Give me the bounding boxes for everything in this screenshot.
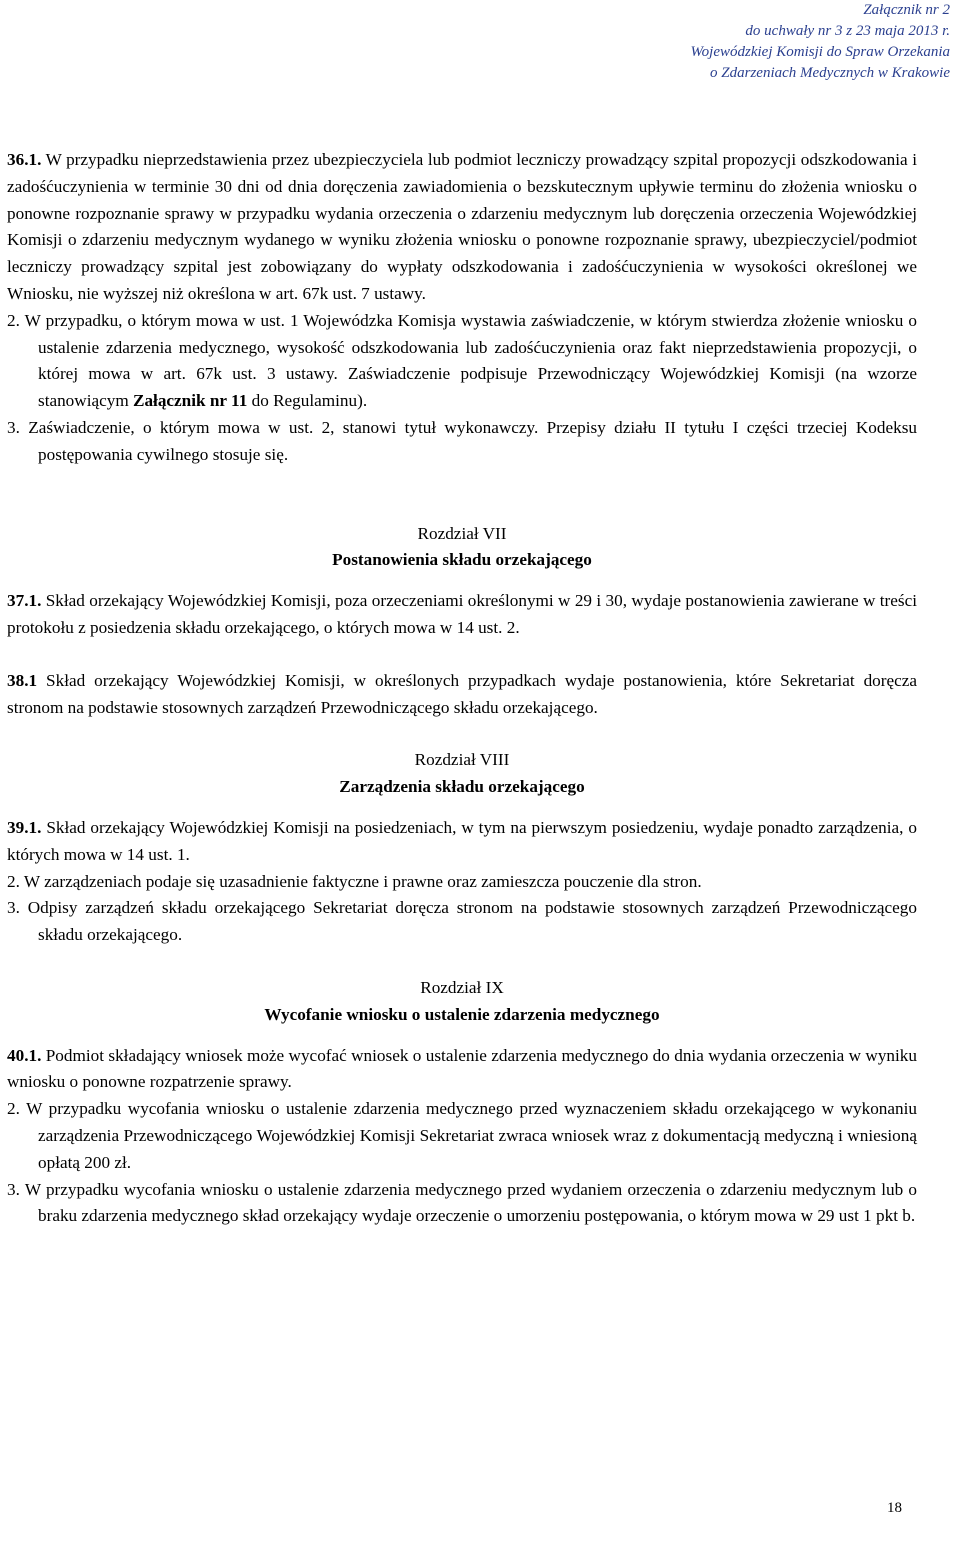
paragraph-text: Skład orzekający Wojewódzkiej Komisji na posiedzeniach, w tym na pierwszym posiedzeniu, wydaje ponadto zarządzenia, o których mowa w 14 ust. 1. bbox=[7, 817, 917, 864]
paragraph-text: W przypadku nieprzedstawienia przez ubezpieczyciela lub podmiot leczniczy prowadzący szpital propozycji odszkodowania i zadośćuczynienia w terminie 30 dni od dnia doręczenia zawiadomienia o bezskutecznym upływie terminu do złożenia wniosku o ponowne rozpoznanie sprawy w przypadku wydania orzeczenia o zdarzeniu medycznym lub doręczenia orzeczenia Wojewódzkiej Komisji o zdarzeniu medycznym wydanego w wyniku złożenia wniosku o ponowne rozpoznanie sprawy, ubezpieczyciel/podmiot leczniczy prowadzący szpital jest zobowiązany do wypłaty odszkodowania i zadośćuczynienia w wysokości określonej we Wniosku, nie wyższej niż określona w art. 67k ust. 7 ustawy. bbox=[7, 150, 917, 303]
section-40-para-2 bbox=[7, 1096, 917, 1176]
section-36-para-2 bbox=[7, 308, 917, 415]
section-38 bbox=[7, 668, 917, 722]
section-number: 38.1 bbox=[7, 670, 38, 690]
paragraph-text: W przypadku, o którym mowa w ust. 1 Wojewódzka Komisja wystawia zaświadczenie, w którym stwierdza złożenie wniosku o ustalenie zdarzenia medycznego, wysokość odszkodowania lub zadośćuczynienia oraz fakt nieprzedstawienia propozycji, o której mowa w art. 67k ust. 3 ustawy. Zaświadczenie podpisuje Przewodniczący Wojewódzkiej Komisji (na wzorze stanowiącym bbox=[24, 310, 917, 411]
paragraph-text: Zaświadczenie, o którym mowa w ust. 2, stanowi tytuł wykonawczy. Przepisy działu II tytułu I części trzeciej Kodeksu postępowania cywilnego stosuje się. bbox=[28, 417, 917, 464]
page-number: 18 bbox=[887, 1500, 902, 1516]
attachment-header bbox=[430, 0, 950, 84]
paragraph-text: do Regulaminu). bbox=[247, 391, 368, 411]
section-37 bbox=[7, 588, 917, 642]
header-line-4: o Zdarzeniach Medycznych w Krakowie bbox=[710, 65, 950, 81]
chapter-7-title: Postanowienia składu orzekającego bbox=[332, 550, 592, 570]
chapter-8-heading: Rozdział VIII bbox=[414, 750, 510, 770]
point-number: 3. bbox=[7, 898, 20, 918]
paragraph-text: W przypadku wycofania wniosku o ustalenie zdarzenia medycznego przed wydaniem orzeczenia o zdarzeniu medycznym lub o braku zdarzenia medycznego skład orzekający wydaje orzeczenie o umorzeniu postępowania, o którym mowa w 29 ust 1 pkt b. bbox=[24, 1179, 917, 1226]
attachment-reference: Załącznik nr 11 bbox=[133, 391, 248, 411]
paragraph-text: Podmiot składający wniosek może wycofać wniosek o ustalenie zdarzenia medycznego do dnia wydania orzeczenia w wyniku wniosku o ponowne rozpatrzenie sprawy. bbox=[7, 1045, 917, 1092]
chapter-9-heading: Rozdział IX bbox=[420, 977, 504, 997]
section-39-para-1 bbox=[7, 815, 917, 869]
header-line-1: Załącznik nr 2 bbox=[863, 2, 950, 18]
paragraph-text: W zarządzeniach podaje się uzasadnienie faktyczne i prawne oraz zamieszcza pouczenie dla stron. bbox=[23, 871, 702, 891]
point-number: 2. bbox=[7, 871, 20, 891]
paragraph-text: Skład orzekający Wojewódzkiej Komisji, poza orzeczeniami określonymi w 29 i 30, wydaje postanowienia zawierane w treści protokołu z posiedzenia składu orzekającego, o których mowa w 14 ust. 2. bbox=[7, 591, 917, 637]
paragraph-text: Odpisy zarządzeń składu orzekającego Sekretariat doręcza stronom na podstawie stosownych zarządzeń Przewodniczącego składu orzekającego. bbox=[27, 898, 917, 945]
section-number: 37.1. bbox=[7, 591, 42, 611]
section-40-para-3 bbox=[7, 1177, 917, 1231]
section-36-para-1 bbox=[7, 147, 917, 308]
section-number: 36.1. bbox=[7, 150, 42, 169]
paragraph-text: W przypadku wycofania wniosku o ustalenie zdarzenia medycznego przed wyznaczeniem składu orzekającego w wykonaniu zarządzenia Przewodniczącego Wojewódzkiej Komisji Sekretariat zwraca wniosek wraz z dokumentacją medyczną i wniesioną opłatą 200 zł. bbox=[26, 1099, 917, 1172]
section-36-para-3 bbox=[7, 415, 917, 469]
section-number: 39.1. bbox=[7, 817, 42, 837]
header-line-2: do uchwały nr 3 z 23 maja 2013 r. bbox=[745, 23, 950, 39]
section-39-para-3 bbox=[7, 895, 917, 949]
paragraph-text: Skład orzekający Wojewódzkiej Komisji, w określonych przypadkach wydaje postanowienia, które Sekretariat doręcza stronom na podstawie stosownych zarządzeń Przewodniczącego składu orzekającego. bbox=[7, 670, 917, 717]
section-40-para-1 bbox=[7, 1043, 917, 1097]
section-number: 40.1. bbox=[7, 1045, 42, 1065]
chapter-9-title: Wycofanie wniosku o ustalenie zdarzenia medycznego bbox=[264, 1004, 660, 1024]
chapter-7-heading: Rozdział VII bbox=[417, 523, 507, 543]
point-number: 3. bbox=[7, 417, 20, 437]
point-number: 2. bbox=[7, 1099, 20, 1119]
section-39-para-2 bbox=[7, 869, 917, 896]
document-body bbox=[7, 147, 917, 1230]
point-number: 3. bbox=[7, 1179, 20, 1199]
chapter-8-title: Zarządzenia składu orzekającego bbox=[339, 777, 585, 797]
point-number: 2. bbox=[7, 310, 20, 330]
header-line-3: Wojewódzkiej Komisji do Spraw Orzekania bbox=[690, 44, 950, 60]
